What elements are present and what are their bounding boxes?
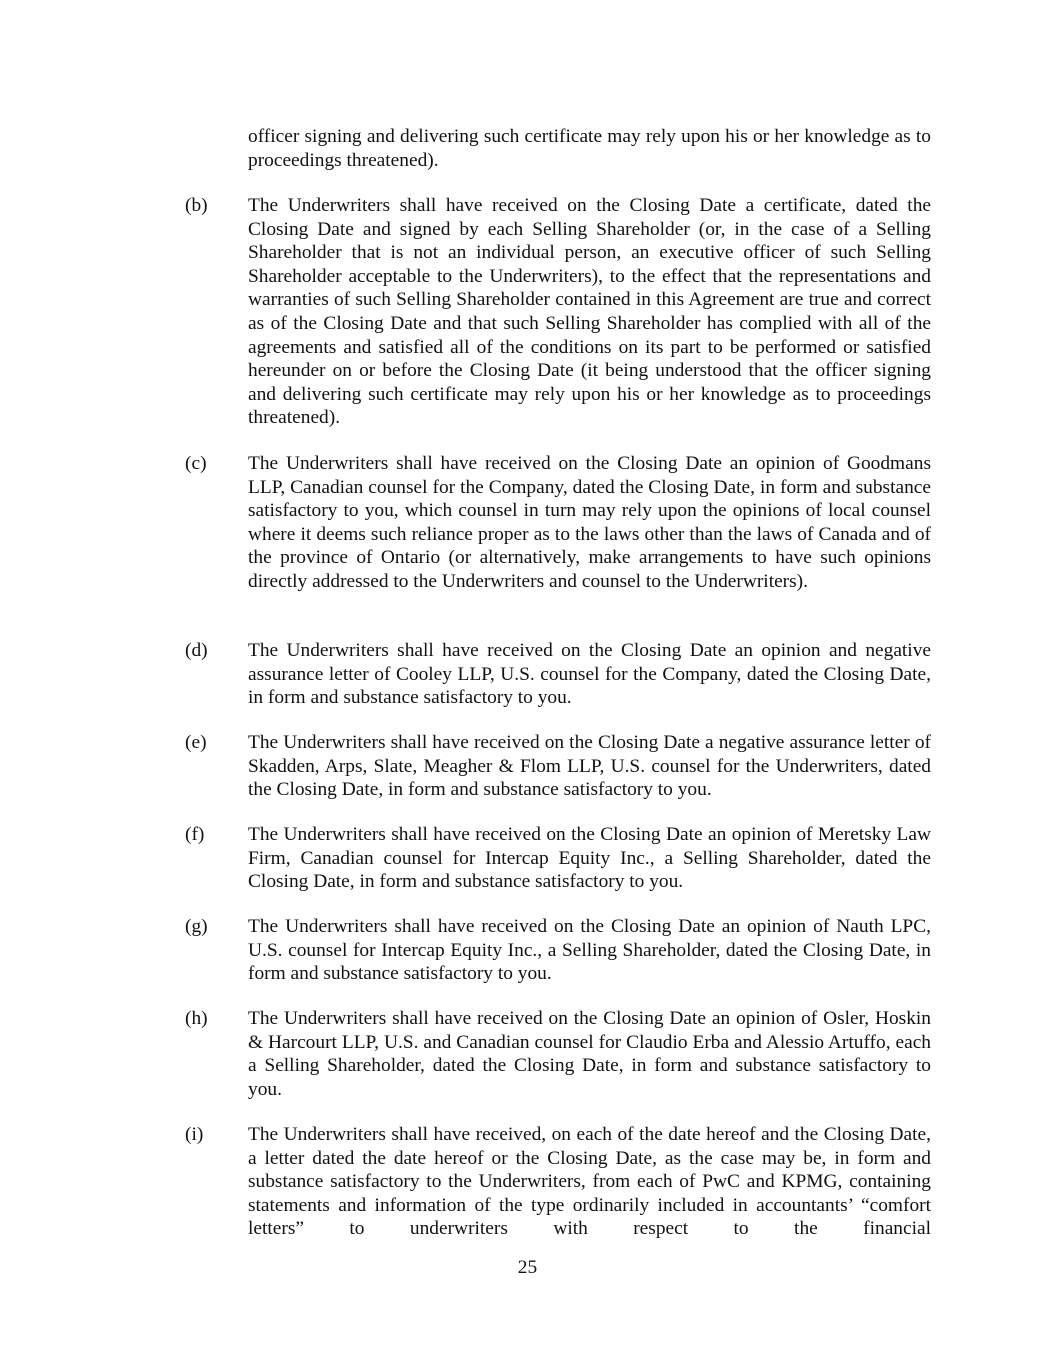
paragraph-label: (c) <box>185 453 207 474</box>
paragraph-text: The Underwriters shall have received on the Closing Date an opinion of Osler, Hoskin & Harcourt LLP, U.S. and Canadian counsel for Claudio Erba and Alessio Artuffo, each a Selling Shareholder, dated the Closing Date, in form and substance satisfactory to you. <box>248 1008 931 1100</box>
page-number: 25 <box>517 1257 538 1278</box>
paragraph-text: The Underwriters shall have received on the Closing Date an opinion of Nauth LPC, U.S. counsel for Intercap Equity Inc., a Selling Shareholder, dated the Closing Date, in form and substance satisfactory to you. <box>248 916 931 985</box>
paragraph-b <box>185 194 931 430</box>
paragraph-g <box>185 915 931 986</box>
paragraph-label: (e) <box>185 732 207 753</box>
paragraph-label: (g) <box>185 916 208 937</box>
paragraph-text: The Underwriters shall have received, on each of the date hereof and the Closing Date, a letter dated the date hereof or the Closing Date, as the case may be, in form and substance satisfactory to the Underwriters, from each of PwC and KPMG, containing statements and information of the type ordinarily included in accountants’ “comfort letters” to underwriters with respect to the financial <box>248 1124 931 1240</box>
paragraph-i <box>185 1123 931 1241</box>
paragraph-text: The Underwriters shall have received on the Closing Date a negative assurance letter of Skadden, Arps, Slate, Meagher & Flom LLP, U.S. counsel for the Underwriters, dated the Closing Date, in form and substance satisfactory to you. <box>248 732 931 801</box>
paragraph-label: (i) <box>185 1124 204 1145</box>
paragraph-e <box>185 731 931 802</box>
paragraph-d <box>185 639 931 710</box>
paragraph-label: (b) <box>185 195 208 216</box>
continuation-text: officer signing and delivering such certificate may rely upon his or her knowledge as to proceedings threatened). <box>248 126 931 171</box>
paragraph-text: The Underwriters shall have received on the Closing Date a certificate, dated the Closing Date and signed by each Selling Shareholder (or, in the case of a Selling Shareholder that is not an individual person, an executive officer of such Selling Shareholder acceptable to the Underwriters), to the effect that the representations and warranties of such Selling Shareholder contained in this Agreement are true and correct as of the Closing Date and that such Selling Shareholder has complied with all of the agreements and satisfied all of the conditions on its part to be performed or satisfied hereunder on or before the Closing Date (it being understood that the officer signing and delivering such certificate may rely upon his or her knowledge as to proceedings threatened). <box>248 195 931 429</box>
paragraph-text: The Underwriters shall have received on the Closing Date an opinion of Goodmans LLP, Canadian counsel for the Company, dated the Closing Date, in form and substance satisfactory to you, which counsel in turn may rely upon the opinions of local counsel where it deems such reliance proper as to the laws other than the laws of Canada and of the province of Ontario (or alternatively, make arrangements to have such opinions directly addressed to the Underwriters and counsel to the Underwriters). <box>248 453 931 592</box>
paragraph-c <box>185 452 931 594</box>
paragraph-label: (f) <box>185 824 205 845</box>
paragraph-label: (d) <box>185 640 208 661</box>
continuation-paragraph <box>185 125 931 172</box>
paragraph-text: The Underwriters shall have received on the Closing Date an opinion and negative assurance letter of Cooley LLP, U.S. counsel for the Company, dated the Closing Date, in form and substance satisfactory to you. <box>248 640 931 709</box>
paragraph-label: (h) <box>185 1008 208 1029</box>
paragraph-text: The Underwriters shall have received on the Closing Date an opinion of Meretsky Law Firm, Canadian counsel for Intercap Equity Inc., a Selling Shareholder, dated the Closing Date, in form and substance satisfactory to you. <box>248 824 931 893</box>
paragraph-f <box>185 823 931 894</box>
paragraph-h <box>185 1007 931 1101</box>
